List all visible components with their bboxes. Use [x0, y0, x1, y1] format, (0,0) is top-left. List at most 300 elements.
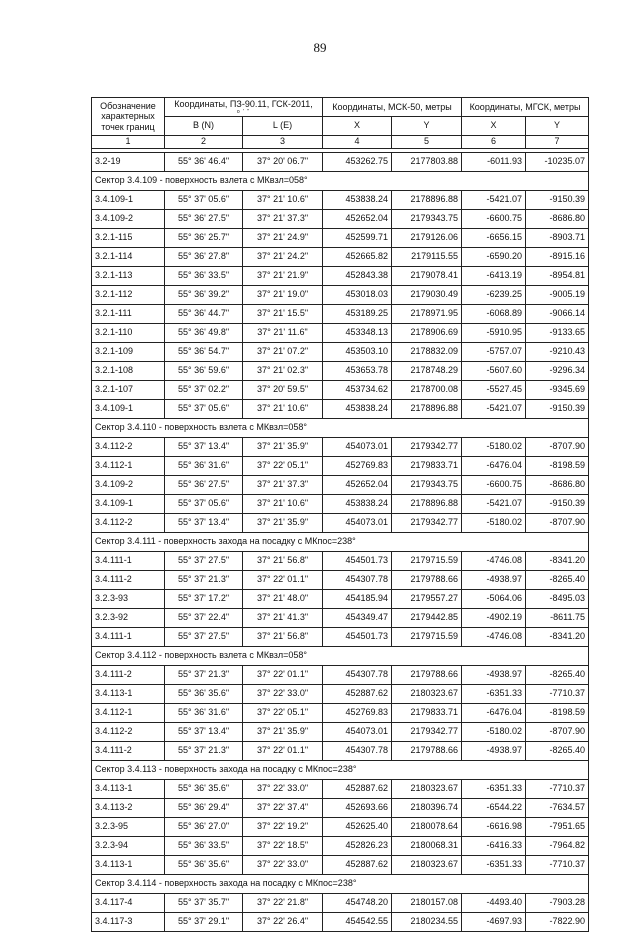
mgsk-y-cell: -8954.81	[526, 267, 589, 286]
page-number: 89	[313, 40, 327, 55]
table-row	[92, 704, 589, 723]
point-id-cell: 3.4.109-1	[92, 400, 165, 419]
pz90-header	[165, 98, 323, 117]
mgsk-y-cell: -8495.03	[526, 590, 589, 609]
table-row	[92, 457, 589, 476]
msk-x-cell: 454542.55	[323, 913, 392, 932]
msk-x-cell: 454073.01	[323, 514, 392, 533]
msk-x-cell: 453653.78	[323, 362, 392, 381]
table-row	[92, 438, 589, 457]
mgsk-y-cell: -8265.40	[526, 571, 589, 590]
msk-y-cell: 2179557.27	[392, 590, 462, 609]
point-label-header-line: Обозначение	[100, 100, 156, 111]
column-number-row	[92, 136, 589, 149]
point-id-cell: 3.2.1-109	[92, 343, 165, 362]
mgsk-y-cell: -9150.39	[526, 495, 589, 514]
longitude-cell: 37° 21' 35.9"	[243, 438, 323, 457]
msk-x-cell: 452652.04	[323, 210, 392, 229]
longitude-cell: 37° 21' 15.5"	[243, 305, 323, 324]
longitude-cell: 37° 20' 06.7"	[243, 153, 323, 172]
point-id-cell: 3.2.3-92	[92, 609, 165, 628]
msk-x-cell: 452887.62	[323, 780, 392, 799]
point-id-cell: 3.2.1-113	[92, 267, 165, 286]
mgsk-y-cell: -9150.39	[526, 191, 589, 210]
mgsk-y-cell: -8611.75	[526, 609, 589, 628]
msk-x-cell: 452769.83	[323, 704, 392, 723]
mgsk-y-cell: -9005.19	[526, 286, 589, 305]
longitude-cell: 37° 21' 19.0"	[243, 286, 323, 305]
msk-y-cell: 2178748.29	[392, 362, 462, 381]
longitude-cell: 37° 22' 05.1"	[243, 704, 323, 723]
msk-y-cell: 2178896.88	[392, 191, 462, 210]
longitude-cell: 37° 21' 41.3"	[243, 609, 323, 628]
point-id-cell: 3.2.3-93	[92, 590, 165, 609]
mgsk-x-cell: -6476.04	[462, 457, 526, 476]
table-row	[92, 856, 589, 875]
msk-x-cell: 454073.01	[323, 438, 392, 457]
table-row	[92, 381, 589, 400]
latitude-cell: 55° 37' 21.3"	[165, 571, 243, 590]
msk-y-cell: 2179715.59	[392, 628, 462, 647]
longitude-cell: 37° 20' 59.5"	[243, 381, 323, 400]
msk-x-header: X	[323, 117, 392, 136]
latitude-cell: 55° 37' 05.6"	[165, 191, 243, 210]
msk-x-cell: 454073.01	[323, 723, 392, 742]
latitude-cell: 55° 37' 05.6"	[165, 495, 243, 514]
section-row	[92, 761, 589, 780]
mgsk-y-cell: -8341.20	[526, 628, 589, 647]
mgsk-y-cell: -7903.28	[526, 894, 589, 913]
section-title: Сектор 3.4.111 - поверхность захода на посадку с МКпос=238°	[92, 533, 589, 552]
latitude-cell: 55° 36' 39.2"	[165, 286, 243, 305]
latitude-cell: 55° 36' 27.8"	[165, 248, 243, 267]
msk-x-cell: 453262.75	[323, 153, 392, 172]
column-number: 6	[462, 136, 526, 149]
point-id-cell: 3.4.113-1	[92, 780, 165, 799]
point-id-cell: 3.2.3-94	[92, 837, 165, 856]
table-row	[92, 685, 589, 704]
longitude-cell: 37° 22' 18.5"	[243, 837, 323, 856]
msk-y-cell: 2179343.75	[392, 476, 462, 495]
longitude-cell: 37° 21' 10.6"	[243, 191, 323, 210]
msk-x-cell: 453838.24	[323, 191, 392, 210]
msk-x-cell: 453018.03	[323, 286, 392, 305]
mgsk-x-cell: -4938.97	[462, 666, 526, 685]
point-id-cell: 3.4.111-1	[92, 628, 165, 647]
mgsk-y-cell: -7822.90	[526, 913, 589, 932]
msk-x-cell: 454307.78	[323, 742, 392, 761]
column-number: 7	[526, 136, 589, 149]
point-id-cell: 3.2.1-108	[92, 362, 165, 381]
latitude-cell: 55° 36' 59.6"	[165, 362, 243, 381]
mgsk-x-cell: -6416.33	[462, 837, 526, 856]
mgsk-y-cell: -8707.90	[526, 723, 589, 742]
point-id-cell: 3.2.1-110	[92, 324, 165, 343]
table-row	[92, 590, 589, 609]
latitude-cell: 55° 36' 29.4"	[165, 799, 243, 818]
mgsk-y-cell: -9210.43	[526, 343, 589, 362]
msk-x-cell: 452693.66	[323, 799, 392, 818]
mgsk-y-cell: -8915.16	[526, 248, 589, 267]
mgsk-y-cell: -10235.07	[526, 153, 589, 172]
longitude-cell: 37° 22' 33.0"	[243, 685, 323, 704]
point-id-cell: 3.4.109-1	[92, 495, 165, 514]
mgsk-y-cell: -8707.90	[526, 514, 589, 533]
mgsk-y-cell: -7710.37	[526, 685, 589, 704]
msk-y-cell: 2179115.55	[392, 248, 462, 267]
msk-y-cell: 2179788.66	[392, 666, 462, 685]
longitude-cell: 37° 21' 11.6"	[243, 324, 323, 343]
column-number: 4	[323, 136, 392, 149]
point-id-cell: 3.4.117-4	[92, 894, 165, 913]
latitude-cell: 55° 37' 21.3"	[165, 666, 243, 685]
table-row	[92, 571, 589, 590]
msk-x-cell: 454748.20	[323, 894, 392, 913]
mgsk-x-cell: -6600.75	[462, 210, 526, 229]
table-row	[92, 153, 589, 172]
section-row	[92, 533, 589, 552]
longitude-cell: 37° 22' 21.8"	[243, 894, 323, 913]
mgsk-x-cell: -6068.89	[462, 305, 526, 324]
mgsk-x-cell: -5180.02	[462, 514, 526, 533]
mgsk-y-cell: -8707.90	[526, 438, 589, 457]
mgsk-x-cell: -5910.95	[462, 324, 526, 343]
point-label-header-line: характерных	[101, 111, 155, 122]
msk-y-cell: 2178832.09	[392, 343, 462, 362]
mgsk-x-cell: -6351.33	[462, 856, 526, 875]
longitude-cell: 37° 21' 02.3"	[243, 362, 323, 381]
point-label-header-line: точек границ	[101, 121, 155, 132]
msk-y-cell: 2180323.67	[392, 856, 462, 875]
longitude-cell: 37° 21' 10.6"	[243, 495, 323, 514]
point-id-cell: 3.4.113-1	[92, 856, 165, 875]
point-id-cell: 3.4.112-1	[92, 704, 165, 723]
column-number: 3	[243, 136, 323, 149]
msk-y-cell: 2179078.41	[392, 267, 462, 286]
mgsk-x-cell: -6656.15	[462, 229, 526, 248]
mgsk-x-cell: -4938.97	[462, 571, 526, 590]
mgsk-x-header: X	[462, 117, 526, 136]
mgsk-x-cell: -6600.75	[462, 476, 526, 495]
mgsk-x-cell: -6413.19	[462, 267, 526, 286]
table-row	[92, 837, 589, 856]
point-id-cell: 3.4.109-1	[92, 191, 165, 210]
msk-y-cell: 2179343.75	[392, 210, 462, 229]
msk-x-cell: 452769.83	[323, 457, 392, 476]
table-row	[92, 552, 589, 571]
msk-y-cell: 2180396.74	[392, 799, 462, 818]
latitude-cell: 55° 36' 25.7"	[165, 229, 243, 248]
section-title: Сектор 3.4.110 - поверхность взлета с МКвзл=058°	[92, 419, 589, 438]
latitude-cell: 55° 36' 31.6"	[165, 457, 243, 476]
longitude-cell: 37° 22' 01.1"	[243, 742, 323, 761]
msk-x-cell: 454501.73	[323, 628, 392, 647]
msk-y-cell: 2178896.88	[392, 495, 462, 514]
table-row	[92, 609, 589, 628]
point-id-cell: 3.4.109-2	[92, 476, 165, 495]
latitude-cell: 55° 37' 29.1"	[165, 913, 243, 932]
table-row	[92, 343, 589, 362]
msk-y-header: Y	[392, 117, 462, 136]
msk-y-cell: 2180323.67	[392, 780, 462, 799]
msk-y-cell: 2179833.71	[392, 704, 462, 723]
section-row	[92, 419, 589, 438]
section-title: Сектор 3.4.112 - поверхность взлета с МКвзл=058°	[92, 647, 589, 666]
mgsk-x-cell: -6476.04	[462, 704, 526, 723]
msk-y-cell: 2179342.77	[392, 514, 462, 533]
msk-y-cell: 2179342.77	[392, 723, 462, 742]
mgsk-x-cell: -4746.08	[462, 552, 526, 571]
longitude-cell: 37° 21' 35.9"	[243, 723, 323, 742]
longitude-cell: 37° 22' 37.4"	[243, 799, 323, 818]
msk-y-cell: 2180323.67	[392, 685, 462, 704]
mgsk-x-cell: -4493.40	[462, 894, 526, 913]
msk-y-cell: 2179788.66	[392, 742, 462, 761]
mgsk-y-cell: -9296.34	[526, 362, 589, 381]
mgsk-y-cell: -9150.39	[526, 400, 589, 419]
table-row	[92, 913, 589, 932]
point-id-cell: 3.2-19	[92, 153, 165, 172]
longitude-cell: 37° 21' 21.9"	[243, 267, 323, 286]
point-id-cell: 3.4.112-2	[92, 438, 165, 457]
longitude-cell: 37° 22' 01.1"	[243, 666, 323, 685]
table-row	[92, 476, 589, 495]
mgsk-x-cell: -6011.93	[462, 153, 526, 172]
latitude-cell: 55° 37' 27.5"	[165, 552, 243, 571]
table-row	[92, 324, 589, 343]
point-id-cell: 3.4.113-2	[92, 799, 165, 818]
msk-x-cell: 452599.71	[323, 229, 392, 248]
latitude-cell: 55° 37' 13.4"	[165, 514, 243, 533]
latitude-cell: 55° 36' 27.5"	[165, 210, 243, 229]
latitude-cell: 55° 37' 13.4"	[165, 438, 243, 457]
mgsk-y-cell: -9066.14	[526, 305, 589, 324]
point-id-cell: 3.4.111-1	[92, 552, 165, 571]
latitude-cell: 55° 36' 33.5"	[165, 837, 243, 856]
msk-x-cell: 454307.78	[323, 571, 392, 590]
mgsk-y-cell: -7951.65	[526, 818, 589, 837]
table-row	[92, 286, 589, 305]
pz90-header-title: Координаты, ПЗ-90.11, ГСК-2011,	[174, 98, 313, 109]
table-row	[92, 723, 589, 742]
latitude-cell: 55° 36' 35.6"	[165, 685, 243, 704]
longitude-cell: 37° 22' 33.0"	[243, 780, 323, 799]
section-title: Сектор 3.4.113 - поверхность захода на посадку с МКпос=238°	[92, 761, 589, 780]
latitude-cell: 55° 36' 27.0"	[165, 818, 243, 837]
msk-y-cell: 2179342.77	[392, 438, 462, 457]
msk-x-cell: 453838.24	[323, 495, 392, 514]
latitude-cell: 55° 36' 33.5"	[165, 267, 243, 286]
longitude-cell: 37° 21' 37.3"	[243, 210, 323, 229]
msk-y-cell: 2178906.69	[392, 324, 462, 343]
longitude-cell: 37° 22' 05.1"	[243, 457, 323, 476]
msk-x-cell: 454185.94	[323, 590, 392, 609]
latitude-cell: 55° 37' 02.2"	[165, 381, 243, 400]
msk-y-cell: 2179126.06	[392, 229, 462, 248]
mgsk-y-header: Y	[526, 117, 589, 136]
point-id-cell: 3.2.1-114	[92, 248, 165, 267]
msk-x-cell: 454501.73	[323, 552, 392, 571]
latitude-cell: 55° 37' 13.4"	[165, 723, 243, 742]
table-row	[92, 495, 589, 514]
mgsk-y-cell: -8198.59	[526, 704, 589, 723]
mgsk-y-cell: -8265.40	[526, 742, 589, 761]
msk-x-cell: 452887.62	[323, 685, 392, 704]
table-row	[92, 780, 589, 799]
mgsk-y-cell: -7710.37	[526, 856, 589, 875]
mgsk-x-cell: -5064.06	[462, 590, 526, 609]
point-id-cell: 3.2.3-95	[92, 818, 165, 837]
latitude-cell: 55° 36' 31.6"	[165, 704, 243, 723]
table-row	[92, 628, 589, 647]
latitude-cell: 55° 37' 35.7"	[165, 894, 243, 913]
msk-y-cell: 2180078.64	[392, 818, 462, 837]
longitude-cell: 37° 21' 24.9"	[243, 229, 323, 248]
mgsk-x-cell: -6544.22	[462, 799, 526, 818]
mgsk-x-cell: -5757.07	[462, 343, 526, 362]
table-row	[92, 191, 589, 210]
table-row	[92, 267, 589, 286]
point-id-cell: 3.4.112-2	[92, 514, 165, 533]
msk-x-cell: 453503.10	[323, 343, 392, 362]
mgsk-y-cell: -8265.40	[526, 666, 589, 685]
latitude-cell: 55° 36' 49.8"	[165, 324, 243, 343]
table-row	[92, 248, 589, 267]
mgsk-x-cell: -4902.19	[462, 609, 526, 628]
mgsk-x-cell: -6590.20	[462, 248, 526, 267]
msk-x-cell: 452826.23	[323, 837, 392, 856]
longitude-cell: 37° 22' 33.0"	[243, 856, 323, 875]
mgsk-x-cell: -4697.93	[462, 913, 526, 932]
longitude-cell: 37° 21' 24.2"	[243, 248, 323, 267]
table-row	[92, 818, 589, 837]
latitude-cell: 55° 36' 44.7"	[165, 305, 243, 324]
b-n-header: B (N)	[165, 117, 243, 136]
point-id-cell: 3.4.111-2	[92, 571, 165, 590]
msk-x-cell: 453348.13	[323, 324, 392, 343]
msk-x-cell: 454307.78	[323, 666, 392, 685]
mgsk-x-cell: -5421.07	[462, 400, 526, 419]
msk-y-cell: 2180157.08	[392, 894, 462, 913]
mgsk-x-cell: -4938.97	[462, 742, 526, 761]
column-number: 1	[92, 136, 165, 149]
column-number: 2	[165, 136, 243, 149]
msk-y-cell: 2178896.88	[392, 400, 462, 419]
point-id-cell: 3.2.1-107	[92, 381, 165, 400]
mgsk-x-cell: -6616.98	[462, 818, 526, 837]
msk-y-cell: 2179715.59	[392, 552, 462, 571]
longitude-cell: 37° 21' 48.0"	[243, 590, 323, 609]
msk-x-cell: 452665.82	[323, 248, 392, 267]
longitude-cell: 37° 22' 26.4"	[243, 913, 323, 932]
mgsk-y-cell: -7634.57	[526, 799, 589, 818]
point-label-header	[92, 98, 165, 136]
point-id-cell: 3.4.112-2	[92, 723, 165, 742]
mgsk-y-cell: -8341.20	[526, 552, 589, 571]
l-e-header: L (E)	[243, 117, 323, 136]
section-title: Сектор 3.4.114 - поверхность захода на посадку с МКпос=238°	[92, 875, 589, 894]
mgsk-y-cell: -8903.71	[526, 229, 589, 248]
mgsk-y-cell: -7710.37	[526, 780, 589, 799]
latitude-cell: 55° 36' 35.6"	[165, 780, 243, 799]
longitude-cell: 37° 21' 35.9"	[243, 514, 323, 533]
mgsk-x-cell: -5421.07	[462, 495, 526, 514]
latitude-cell: 55° 36' 35.6"	[165, 856, 243, 875]
msk-y-cell: 2179833.71	[392, 457, 462, 476]
latitude-cell: 55° 37' 17.2"	[165, 590, 243, 609]
mgsk-y-cell: -9133.65	[526, 324, 589, 343]
table-row	[92, 799, 589, 818]
mgsk-x-cell: -6351.33	[462, 780, 526, 799]
latitude-cell: 55° 37' 27.5"	[165, 628, 243, 647]
mgsk-y-cell: -8686.80	[526, 476, 589, 495]
latitude-cell: 55° 37' 05.6"	[165, 400, 243, 419]
latitude-cell: 55° 37' 21.3"	[165, 742, 243, 761]
point-id-cell: 3.4.112-1	[92, 457, 165, 476]
mgsk-header: Координаты, МГСК, метры	[462, 98, 589, 117]
msk-x-cell: 452625.40	[323, 818, 392, 837]
longitude-cell: 37° 21' 37.3"	[243, 476, 323, 495]
longitude-cell: 37° 22' 01.1"	[243, 571, 323, 590]
mgsk-x-cell: -6239.25	[462, 286, 526, 305]
mgsk-y-cell: -7964.82	[526, 837, 589, 856]
table-row	[92, 894, 589, 913]
point-id-cell: 3.2.1-111	[92, 305, 165, 324]
msk-y-cell: 2179030.49	[392, 286, 462, 305]
table-header	[92, 98, 589, 149]
msk-x-cell: 453189.25	[323, 305, 392, 324]
msk-y-cell: 2178971.95	[392, 305, 462, 324]
longitude-cell: 37° 21' 10.6"	[243, 400, 323, 419]
msk-x-cell: 452652.04	[323, 476, 392, 495]
table-row	[92, 666, 589, 685]
column-number: 5	[392, 136, 462, 149]
table-body	[92, 149, 589, 932]
point-id-cell: 3.4.117-3	[92, 913, 165, 932]
msk-x-cell: 454349.47	[323, 609, 392, 628]
table-row	[92, 742, 589, 761]
section-row	[92, 875, 589, 894]
mgsk-x-cell: -5180.02	[462, 438, 526, 457]
mgsk-y-cell: -8686.80	[526, 210, 589, 229]
msk-x-cell: 453838.24	[323, 400, 392, 419]
section-row	[92, 647, 589, 666]
section-row	[92, 172, 589, 191]
latitude-cell: 55° 36' 46.4"	[165, 153, 243, 172]
point-id-cell: 3.2.1-115	[92, 229, 165, 248]
longitude-cell: 37° 22' 19.2"	[243, 818, 323, 837]
point-id-cell: 3.4.113-1	[92, 685, 165, 704]
msk-y-cell: 2178700.08	[392, 381, 462, 400]
mgsk-y-cell: -9345.69	[526, 381, 589, 400]
table-row	[92, 305, 589, 324]
point-id-cell: 3.2.1-112	[92, 286, 165, 305]
longitude-cell: 37° 21' 56.8"	[243, 552, 323, 571]
table-row	[92, 362, 589, 381]
table-row	[92, 229, 589, 248]
mgsk-x-cell: -5607.60	[462, 362, 526, 381]
msk-y-cell: 2179788.66	[392, 571, 462, 590]
msk-x-cell: 453734.62	[323, 381, 392, 400]
mgsk-y-cell: -8198.59	[526, 457, 589, 476]
msk-y-cell: 2179442.85	[392, 609, 462, 628]
coordinates-table	[91, 97, 589, 932]
latitude-cell: 55° 37' 22.4"	[165, 609, 243, 628]
table-row	[92, 400, 589, 419]
longitude-cell: 37° 21' 07.2"	[243, 343, 323, 362]
latitude-cell: 55° 36' 54.7"	[165, 343, 243, 362]
point-id-cell: 3.4.111-2	[92, 666, 165, 685]
